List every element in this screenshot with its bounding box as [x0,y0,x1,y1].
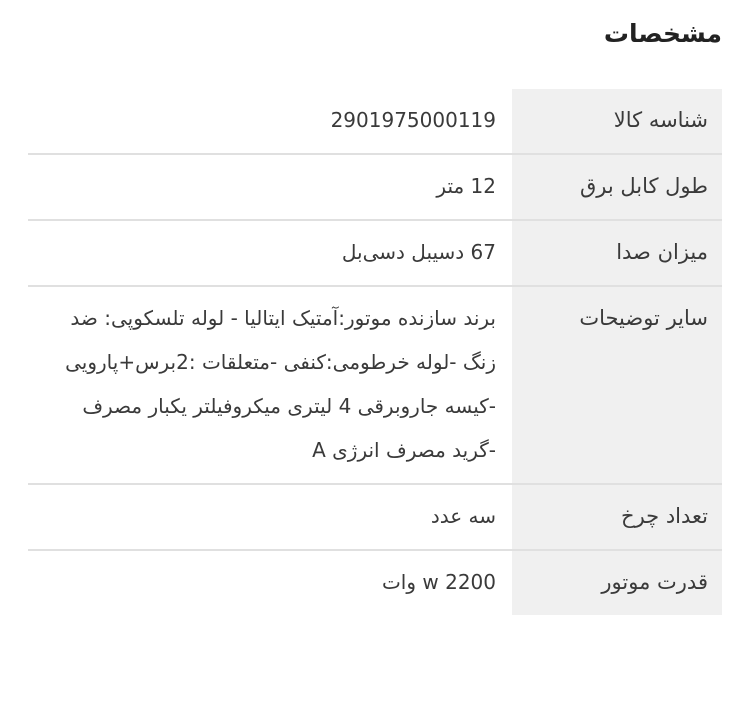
spec-row-other-details [28,287,722,485]
spec-value: برند سازنده موتور:آمتیک ایتالیا - لوله تلسکوپی: ضد زنگ -لوله خرطومی:کنفی -متعلقات :2برس+پارویی -کیسه جاروبرقی 4 لیتری میکروفیلتر یکبار مصرف -گرید مصرف انرژی A [65,306,496,462]
spec-row-wheel-count [28,485,722,551]
spec-value: 67 دسیبل دسی‌بل [341,240,496,264]
spec-label: قدرت موتور [512,551,722,615]
spec-label: میزان صدا [512,221,722,285]
spec-value: سه عدد [430,504,496,528]
specs-table [28,89,722,615]
section-title: مشخصات [603,19,722,48]
spec-row-cable-length [28,155,722,221]
spec-row-product-id [28,89,722,155]
spec-label: شناسه کالا [512,89,722,153]
spec-label: طول کابل برق [512,155,722,219]
spec-value: 2200 w وات [381,570,496,594]
spec-value: 12 متر [436,174,496,198]
spec-row-noise-level [28,221,722,287]
spec-value: 2901975000119 [330,108,496,132]
spec-label: تعداد چرخ [512,485,722,549]
spec-label: سایر توضیحات [512,287,722,483]
spec-row-motor-power [28,551,722,615]
